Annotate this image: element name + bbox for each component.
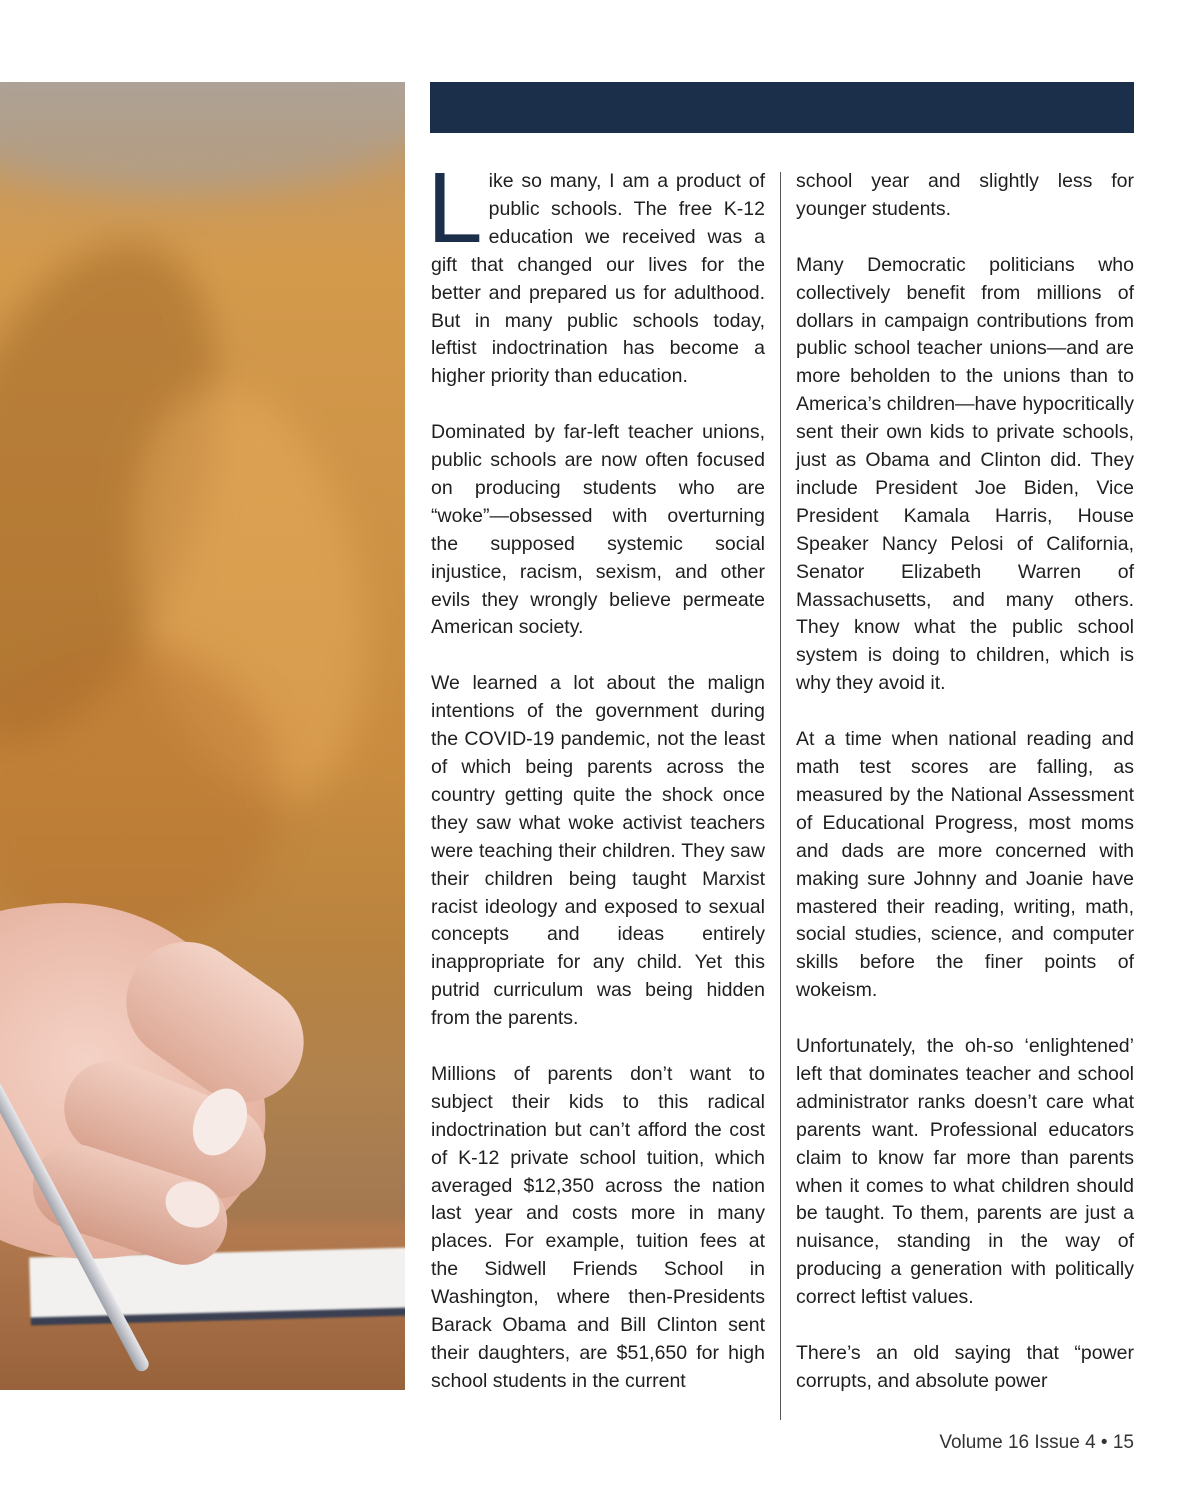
article-column-right xyxy=(796,168,1134,1424)
article-paragraph: Many Democratic politicians who collectively benefit from millions of dollars in campaign contributions from public school teacher unions—and are more beholden to the unions than to America’s children—have hypocritically sent their own kids to private schools, just as Obama and Clinton did. They include President Joe Biden, Vice President Kamala Harris, House Speaker Nancy Pelosi of California, Senator Elizabeth Warren of Massachusetts, and many others. They know what the public school system is doing to children, which is why they avoid it. xyxy=(796,253,1134,695)
article-paragraph: school year and slightly less for younger students. xyxy=(796,170,1134,220)
article-paragraph: At a time when national reading and math test scores are falling, as measured by the National Assessment of Educational Progress, most moms and dads are more concerned with making sure Johnny and Joanie have mastered their reading, writing, math, social studies, science, and computer skills before the finer points of wokeism. xyxy=(796,728,1134,1002)
article-paragraph: There’s an old saying that “power corrupts, and absolute power xyxy=(796,1342,1134,1392)
article-paragraph: Dominated by far-left teacher unions, public schools are now often focused on producing students who are “woke”—obsessed with overturning the supposed systemic social injustice, racism, sexism, and other evils they wrongly believe permeate American society. xyxy=(431,421,765,639)
article-column-left xyxy=(427,152,765,1424)
article-paragraph xyxy=(427,152,765,391)
article-paragraph: Millions of parents don’t want to subject their kids to this radical indoctrination but can’t afford the cost of K-12 private school tuition, which averaged $12,350 across the nation last year and costs more in many places. For example, tuition fees at the Sidwell Friends School in Washington, where then-Presidents Barack Obama and Bill Clinton sent their daughters, are $51,650 for high school students in the current xyxy=(431,1062,765,1392)
page-footer-issue: Volume 16 Issue 4 • 15 xyxy=(939,1432,1134,1453)
photo-background-blur xyxy=(0,82,405,192)
article-paragraph: We learned a lot about the malign intentions of the government during the COVID-19 pandemic, not the least of which being parents across the country getting quite the shock once they saw what woke activist teachers were teaching their children. They saw their children being taught Marxist racist ideology and exposed to sexual concepts and ideas entirely inappropriate for any child. Yet this putrid curriculum was being hidden from the parents. xyxy=(431,672,765,1030)
drop-cap: L xyxy=(427,152,483,264)
paragraph-text: ike so many, I am a product of public schools. The free K-12 education we received was a gift that changed our lives for the better and prepared us for adulthood. But in many public schools today, leftist indoctrination has become a higher priority than education. xyxy=(431,170,765,388)
column-divider xyxy=(780,172,781,1420)
hand-writing-photo xyxy=(0,82,405,1390)
section-header-bar xyxy=(430,82,1134,133)
article-paragraph: Unfortunately, the oh-so ‘enlightened’ left that dominates teacher and school administrator ranks doesn’t care what parents want. Professional educators claim to know far more than parents when it comes to what children should be taught. To them, parents are just a nuisance, standing in the way of producing a generation with politically correct leftist values. xyxy=(796,1035,1134,1309)
